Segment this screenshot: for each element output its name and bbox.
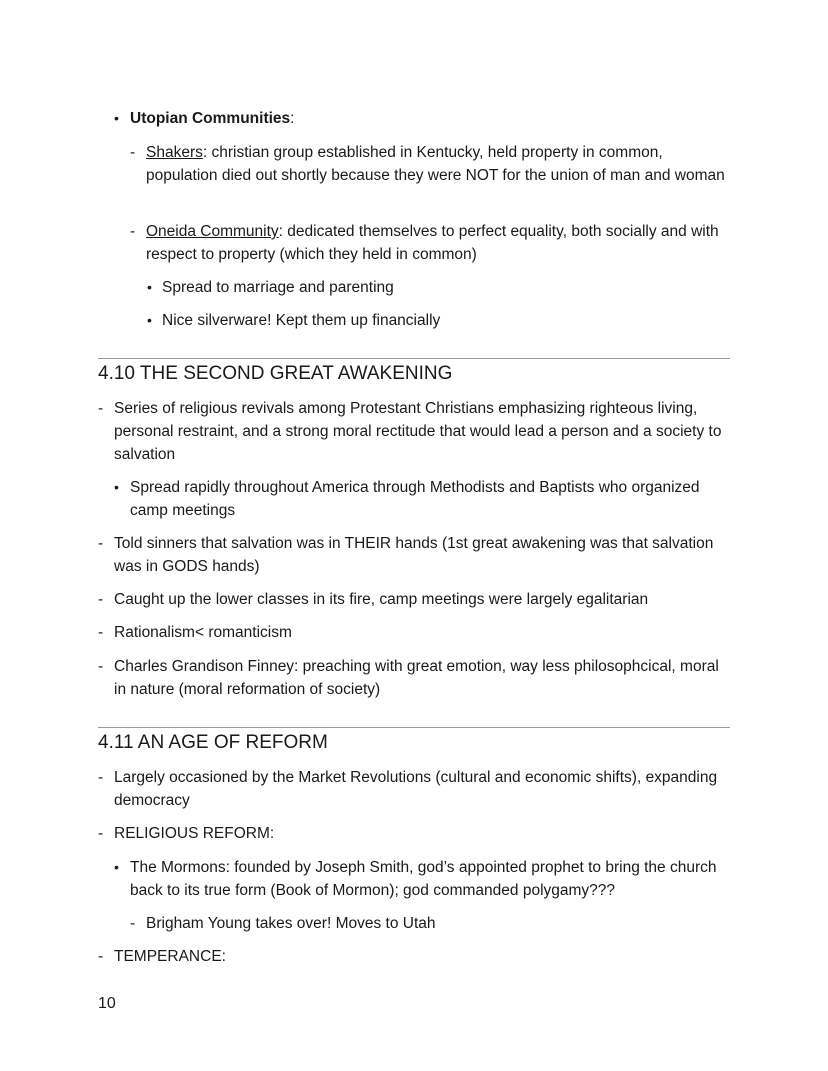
list-item-text: RELIGIOUS REFORM: [114, 825, 275, 842]
list-item [98, 655, 732, 701]
list-item [98, 532, 732, 578]
list-item [130, 912, 720, 935]
dash-marker: - [130, 223, 136, 240]
dash-marker: - [130, 915, 136, 932]
list-item [130, 141, 730, 187]
list-item-text: The Mormons: founded by Joseph Smith, god’s appointed prophet to bring the church back to its true form (Book of Mormon); god commanded polygamy??? [130, 859, 717, 899]
list-item [114, 476, 714, 522]
list-item [98, 822, 732, 845]
list-item [147, 309, 727, 332]
shakers-description: : christian group established in Kentucky, held property in common, population died out shortly because they were NOT for the union of man and woman [146, 144, 725, 184]
dash-marker: - [98, 624, 104, 641]
list-item-text: TEMPERANCE: [114, 948, 226, 965]
dash-marker: - [98, 825, 104, 842]
oneida-sub-item: Nice silverware! Kept them up financially [162, 312, 441, 329]
list-item-text: Series of religious revivals among Protestant Christians emphasizing righteous living, personal restraint, and a strong moral rectitude that would lead a person and a society to salvation [114, 400, 722, 463]
list-item-text: Charles Grandison Finney: preaching with great emotion, way less philosophcical, moral in nature (moral reformation of society) [114, 658, 719, 698]
bullet-marker: • [147, 312, 152, 328]
bullet-marker: • [114, 110, 119, 126]
list-item: • Utopian Communities: [114, 107, 734, 130]
list-item-text: Caught up the lower classes in its fire, camp meetings were largely egalitarian [114, 591, 649, 608]
list-item [98, 588, 732, 611]
bullet-marker: • [147, 279, 152, 295]
list-item [114, 856, 724, 902]
dash-marker: - [130, 144, 136, 161]
list-item-text: Largely occasioned by the Market Revolutions (cultural and economic shifts), expanding democracy [114, 769, 718, 809]
list-item [147, 276, 727, 299]
list-item [98, 621, 732, 644]
page-number: 10 [98, 995, 116, 1012]
section-title: 4.10 THE SECOND GREAT AWAKENING [98, 363, 453, 384]
list-item [98, 945, 732, 968]
section-divider [98, 727, 730, 728]
oneida-term: Oneida Community [146, 223, 279, 240]
dash-marker: - [98, 400, 104, 417]
utopian-heading: Utopian Communities [130, 110, 291, 127]
oneida-sub-item: Spread to marriage and parenting [162, 279, 394, 296]
bullet-marker: • [114, 479, 119, 495]
list-item [98, 397, 732, 466]
bullet-marker: • [114, 859, 119, 875]
dash-marker: - [98, 658, 104, 675]
dash-marker: - [98, 948, 104, 965]
oneida-description: : dedicated themselves to perfect equality, both socially and with respect to property (which they held in common) [146, 223, 719, 263]
section-divider [98, 358, 730, 359]
dash-marker: - [98, 769, 104, 786]
list-item-text: Spread rapidly throughout America through Methodists and Baptists who organized camp meetings [130, 479, 700, 519]
list-item [130, 220, 730, 266]
shakers-term: Shakers [146, 144, 203, 161]
list-item [98, 766, 732, 812]
list-item-text: Told sinners that salvation was in THEIR hands (1st great awakening was that salvation was in GODS hands) [114, 535, 714, 575]
dash-marker: - [98, 535, 104, 552]
section-title: 4.11 AN AGE OF REFORM [98, 732, 328, 753]
list-item-text: Brigham Young takes over! Moves to Utah [146, 915, 436, 932]
dash-marker: - [98, 591, 104, 608]
list-item-text: Rationalism< romanticism [114, 624, 292, 641]
